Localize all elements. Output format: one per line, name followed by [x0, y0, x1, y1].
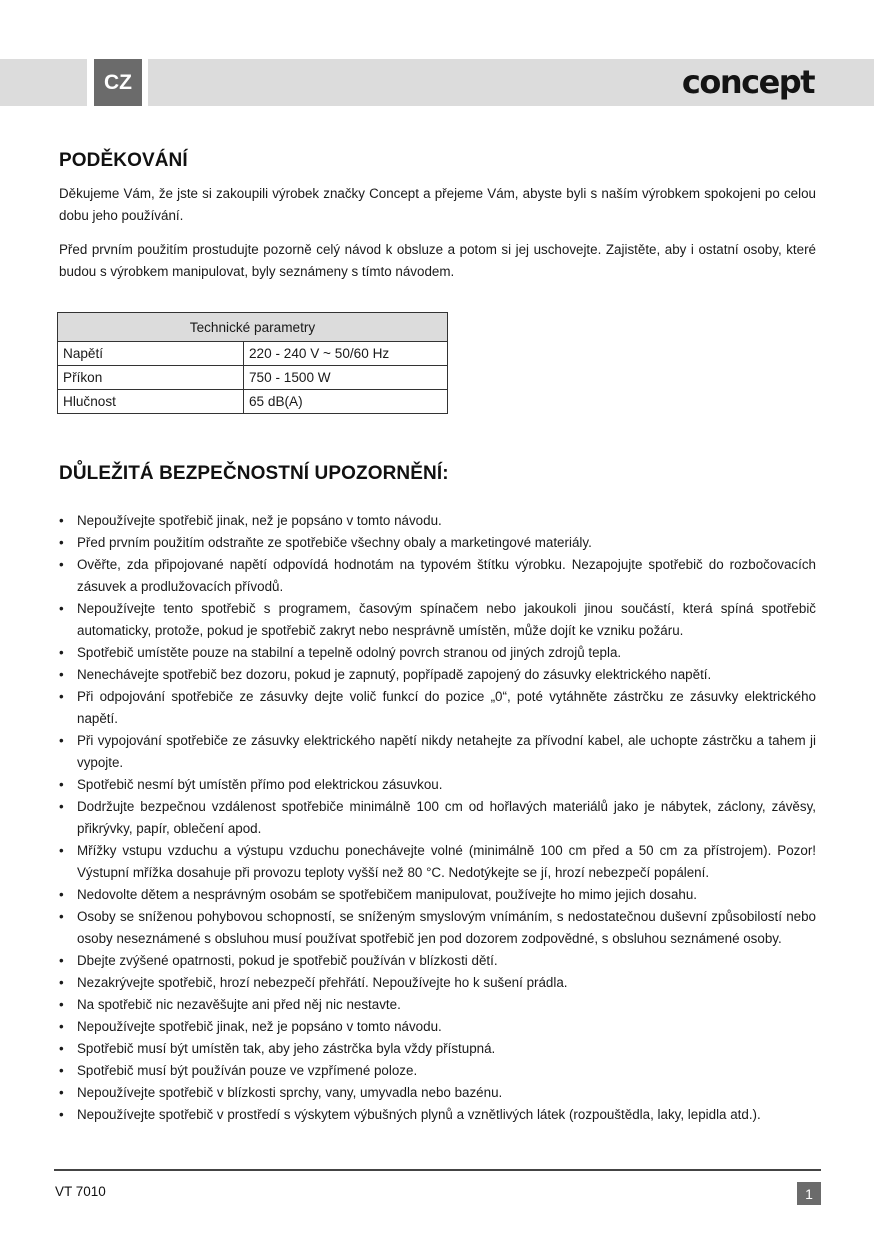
list-item	[59, 1104, 816, 1126]
safety-rule-text: Nenechávejte spotřebič bez dozoru, pokud je zapnutý, popřípadě zapojený do zásuvky elektrického napětí.	[77, 667, 712, 682]
technical-parameters-table	[57, 312, 448, 414]
safety-rule-text: Dbejte zvýšené opatrnosti, pokud je spotřebič používán v blízkosti dětí.	[77, 953, 498, 968]
safety-rule-text: Před prvním použitím odstraňte ze spotřebiče všechny obaly a marketingové materiály.	[77, 535, 592, 550]
safety-rule-text: Nepoužívejte spotřebič jinak, než je popsáno v tomto návodu.	[77, 1019, 442, 1034]
spec-label: Napětí	[58, 342, 244, 366]
safety-rule-text: Při odpojování spotřebiče ze zásuvky dejte volič funkcí do pozice „0“, poté vytáhněte zástrčku ze zásuvky elektrického napětí.	[77, 689, 816, 726]
spec-label: Příkon	[58, 366, 244, 390]
table-title: Technické parametry	[58, 313, 448, 342]
bullet-icon: •	[59, 1063, 64, 1078]
list-item	[59, 774, 816, 796]
safety-rule-text: Nepoužívejte spotřebič v blízkosti sprchy, vany, umyvadla nebo bazénu.	[77, 1085, 503, 1100]
model-number: VT 7010	[55, 1184, 106, 1199]
safety-rule-text: Nepoužívejte spotřebič v prostředí s výskytem výbušných plynů a vznětlivých látek (rozpouštědla, laky, lepidla atd.).	[77, 1107, 761, 1122]
spec-value: 65 dB(A)	[244, 390, 448, 414]
header-band-left	[0, 59, 87, 106]
bullet-icon: •	[59, 535, 64, 550]
bullet-icon: •	[59, 1085, 64, 1100]
safety-rule-text: Spotřebič umístěte pouze na stabilní a tepelně odolný povrch stranou od jiných zdrojů tepla.	[77, 645, 622, 660]
bullet-icon: •	[59, 799, 64, 814]
thanks-paragraph: Děkujeme Vám, že jste si zakoupili výrobek značky Concept a přejeme Vám, abyste byli s naším výrobkem spokojeni po celou dobu jeho používání.	[59, 186, 816, 223]
footer-divider	[54, 1169, 821, 1171]
bullet-icon: •	[59, 601, 64, 616]
safety-rule-text: Nepoužívejte tento spotřebič s programem, časovým spínačem nebo jakoukoli jinou součástí, která spíná spotřebič automaticky, protože, pokud je spotřebič zakryt nebo nesprávně umístěn, může dojít ke vzniku požáru.	[77, 601, 816, 638]
thanks-heading: PODĚKOVÁNÍ	[59, 150, 188, 171]
bullet-icon: •	[59, 1019, 64, 1034]
safety-rule-text: Mřížky vstupu vzduchu a výstupu vzduchu ponechávejte volné (minimálně 100 cm před a 50 cm za přístrojem). Pozor! Výstupní mřížka dosahuje při provozu teploty vyšší než 80 °C. Nedotýkejte se jí, hrozí nebezpečí popálení.	[77, 843, 816, 880]
safety-heading: DŮLEŽITÁ BEZPEČNOSTNÍ UPOZORNĚNÍ:	[59, 463, 449, 484]
safety-rule-text: Spotřebič musí být umístěn tak, aby jeho zástrčka byla vždy přístupná.	[77, 1041, 496, 1056]
list-item	[59, 598, 816, 642]
list-item	[59, 532, 816, 554]
spec-value: 750 - 1500 W	[244, 366, 448, 390]
list-item	[59, 730, 816, 774]
list-item	[59, 972, 816, 994]
safety-rule-text: Nepoužívejte spotřebič jinak, než je popsáno v tomto návodu.	[77, 513, 442, 528]
safety-rule-text: Spotřebič nesmí být umístěn přímo pod elektrickou zásuvkou.	[77, 777, 443, 792]
bullet-icon: •	[59, 1107, 64, 1122]
table-row	[58, 342, 448, 366]
safety-rule-text: Ověřte, zda připojované napětí odpovídá hodnotám na typovém štítku výrobku. Nezapojujte spotřebič do rozbočovacích zásuvek a prodlužovacích přívodů.	[77, 557, 816, 594]
list-item	[59, 554, 816, 598]
list-item	[59, 1016, 816, 1038]
bullet-icon: •	[59, 689, 64, 704]
safety-rule-text: Osoby se sníženou pohybovou schopností, se sníženým smyslovým vnímáním, s nedostatečnou duševní způsobilostí nebo osoby neseznámené s obsluhou musí používat spotřebič jen pod dozorem zodpovědné, s obsluhou seznámené osoby.	[77, 909, 816, 946]
list-item	[59, 906, 816, 950]
list-item	[59, 1082, 816, 1104]
bullet-icon: •	[59, 513, 64, 528]
bullet-icon: •	[59, 909, 64, 924]
spec-label: Hlučnost	[58, 390, 244, 414]
bullet-icon: •	[59, 843, 64, 858]
safety-list	[59, 510, 816, 1126]
bullet-icon: •	[59, 777, 64, 792]
page-number: 1	[797, 1182, 821, 1205]
brand-logo: concept	[681, 63, 814, 101]
list-item	[59, 664, 816, 686]
safety-rule-text: Dodržujte bezpečnou vzdálenost spotřebiče minimálně 100 cm od hořlavých materiálů jako je nábytek, záclony, závěsy, přikrývky, papír, oblečení apod.	[77, 799, 816, 836]
list-item	[59, 950, 816, 972]
list-item	[59, 642, 816, 664]
list-item	[59, 840, 816, 884]
table-header-row	[58, 313, 448, 342]
table-row	[58, 366, 448, 390]
bullet-icon: •	[59, 997, 64, 1012]
bullet-icon: •	[59, 733, 64, 748]
bullet-icon: •	[59, 953, 64, 968]
bullet-icon: •	[59, 667, 64, 682]
bullet-icon: •	[59, 975, 64, 990]
instructions-paragraph: Před prvním použitím prostudujte pozorně celý návod k obsluze a potom si jej uschovejte. Zajistěte, aby i ostatní osoby, které budou s výrobkem manipulovat, byly seznámeny s tímto návodem.	[59, 242, 816, 279]
bullet-icon: •	[59, 557, 64, 572]
list-item	[59, 884, 816, 906]
list-item	[59, 994, 816, 1016]
safety-rule-text: Na spotřebič nic nezavěšujte ani před něj nic nestavte.	[77, 997, 401, 1012]
list-item	[59, 1038, 816, 1060]
spec-value: 220 - 240 V ~ 50/60 Hz	[244, 342, 448, 366]
list-item	[59, 510, 816, 532]
table-row	[58, 390, 448, 414]
list-item	[59, 1060, 816, 1082]
list-item	[59, 686, 816, 730]
language-badge: CZ	[94, 59, 142, 106]
safety-rule-text: Nedovolte dětem a nesprávným osobám se spotřebičem manipulovat, používejte ho mimo jejich dosahu.	[77, 887, 698, 902]
bullet-icon: •	[59, 887, 64, 902]
bullet-icon: •	[59, 1041, 64, 1056]
list-item	[59, 796, 816, 840]
safety-rule-text: Při vypojování spotřebiče ze zásuvky elektrického napětí nikdy netahejte za přívodní kabel, ale uchopte zástrčku a tahem ji vypojte.	[77, 733, 816, 770]
bullet-icon: •	[59, 645, 64, 660]
safety-rule-text: Spotřebič musí být používán pouze ve vzpřímené poloze.	[77, 1063, 418, 1078]
safety-rule-text: Nezakrývejte spotřebič, hrozí nebezpečí přehřátí. Nepoužívejte ho k sušení prádla.	[77, 975, 568, 990]
